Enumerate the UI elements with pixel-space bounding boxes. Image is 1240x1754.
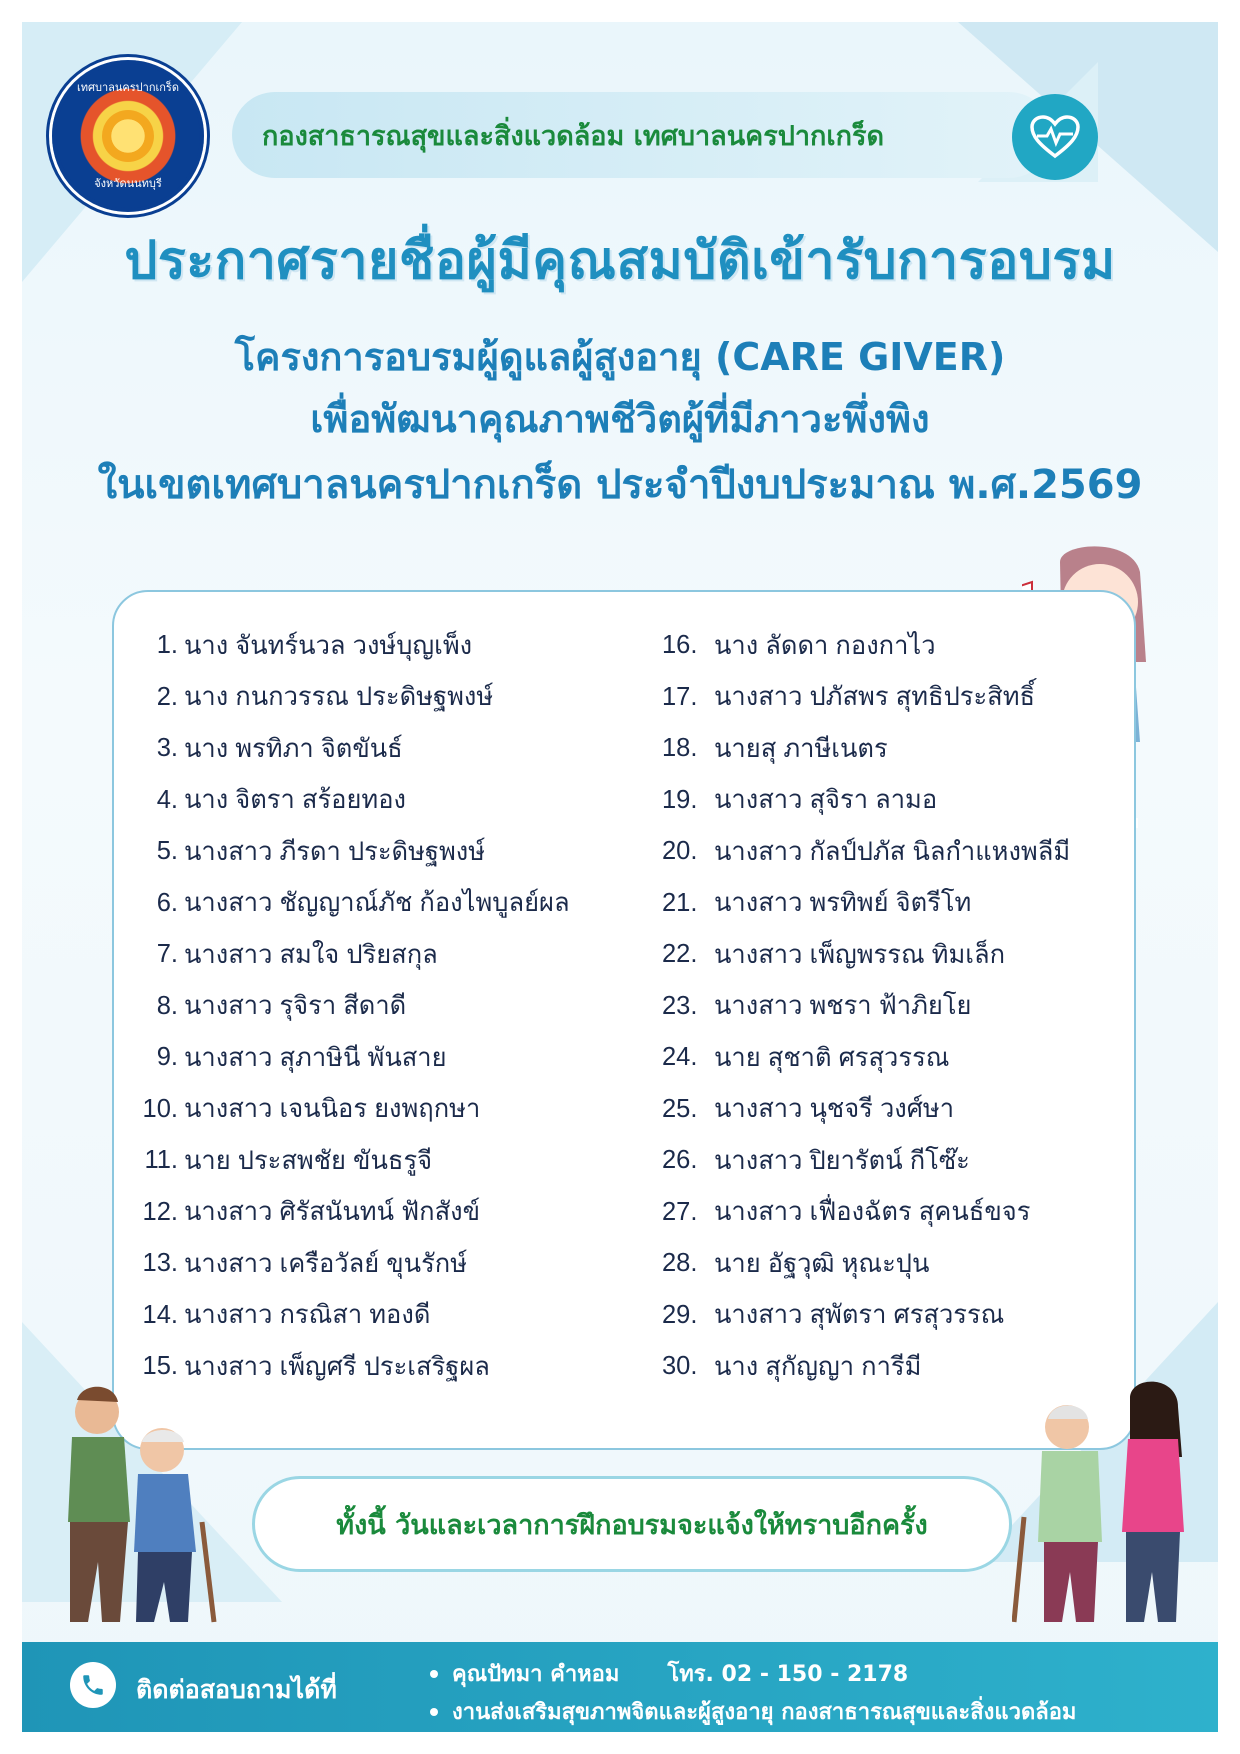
list-item [122, 878, 592, 930]
item-number: 13. [142, 1249, 178, 1278]
item-number: 12. [142, 1197, 178, 1226]
item-name: นาย อัฐวุฒิ หุณะปุน [714, 1249, 930, 1278]
item-number: 25. [662, 1094, 698, 1123]
item-name: นางสาว สมใจ ปริยสกุล [184, 940, 438, 969]
bullet [430, 1670, 438, 1678]
item-number: 8. [156, 991, 178, 1020]
contact-unit-line [430, 1694, 1076, 1729]
item-name: นางสาว เพ็ญศรี ประเสริฐผล [184, 1352, 490, 1381]
list-item [122, 775, 592, 827]
item-number: 30. [662, 1352, 698, 1381]
caregiver-elder-illustration-right [1012, 1367, 1212, 1632]
item-number: 11. [144, 1146, 178, 1175]
item-number: 21. [662, 888, 698, 917]
item-name: นางสาว รุจิรา สีดาดี [184, 992, 407, 1021]
contact-unit: งานส่งเสริมสุขภาพจิตและผู้สูงอายุ กองสาธารณสุขและสิ่งแวดล้อม [452, 1700, 1077, 1725]
item-name: นาง ลัดดา กองกาไว [714, 631, 936, 660]
item-name: นาย สุชาติ ศรสุวรรณ [714, 1043, 950, 1072]
item-number: 17. [662, 682, 698, 711]
list-item [122, 1032, 592, 1084]
list-item [662, 1084, 1132, 1136]
subtitle-line-2: เพื่อพัฒนาคุณภาพชีวิตผู้ที่มีภาวะพึ่งพิง [310, 397, 930, 441]
item-name: นางสาว ศิรัสนันทน์ ฟักสังข์ [184, 1198, 481, 1227]
item-number: 4. [156, 785, 178, 814]
names-column-left [122, 620, 592, 1393]
list-item [662, 929, 1132, 981]
heart-pulse-icon [1012, 94, 1098, 180]
item-number: 24. [662, 1043, 698, 1072]
list-item [662, 981, 1132, 1033]
item-number: 23. [662, 991, 698, 1020]
phone-icon [70, 1662, 116, 1708]
item-name: นางสาว สุภาษินี พันสาย [184, 1043, 447, 1072]
list-item [662, 620, 1132, 672]
list-item [122, 981, 592, 1033]
item-name: นาง สุกัญญา การีมี [714, 1352, 922, 1381]
item-number: 27. [662, 1197, 698, 1226]
item-name: นายสุ ภาษีเนตร [714, 734, 888, 763]
list-item [122, 826, 592, 878]
item-number: 16. [662, 631, 698, 660]
list-item [122, 929, 592, 981]
qualified-names-panel [112, 590, 1136, 1450]
municipality-logo [52, 60, 204, 212]
list-item [662, 672, 1132, 724]
caregiver-elder-illustration-left [42, 1382, 242, 1632]
list-item [662, 826, 1132, 878]
item-number: 14. [142, 1300, 178, 1329]
item-number: 5. [156, 837, 178, 866]
department-name: กองสาธารณสุขและสิ่งแวดล้อม เทศบาลนครปากเกร็ด [262, 120, 884, 152]
page-title: ประกาศรายชื่อผู้มีคุณสมบัติเข้ารับการอบรม [124, 231, 1116, 291]
item-number: 6. [156, 888, 178, 917]
list-item [662, 775, 1132, 827]
logo-bottom-text: จังหวัดนนทบุรี [94, 177, 162, 190]
item-number: 29. [662, 1300, 698, 1329]
item-name: นางสาว ปภัสพร สุทธิประสิทธิ์ [714, 683, 1036, 712]
item-name: นางสาว พรทิพย์ จิตรีโท [714, 889, 972, 918]
list-item [122, 1135, 592, 1187]
item-number: 1. [156, 631, 178, 660]
item-name: นางสาว เจนนิอร ยงพฤกษา [184, 1095, 481, 1124]
note-text: ทั้งนี้ วันและเวลาการฝึกอบรมจะแจ้งให้ทราบอีกครั้ง [336, 1509, 928, 1541]
item-number: 26. [662, 1146, 698, 1175]
item-name: นางสาว ชัญญาณ์ภัช ก้องไพบูลย์ผล [184, 889, 570, 918]
logo-top-text: เทศบาลนครปากเกร็ด [77, 81, 179, 94]
item-name: นางสาว เครือวัลย์ ขุนรักษ์ [184, 1249, 468, 1278]
list-item [662, 1135, 1132, 1187]
list-item [662, 878, 1132, 930]
item-number: 18. [662, 734, 698, 763]
list-item [662, 1032, 1132, 1084]
list-item [122, 1290, 592, 1342]
subtitle-line-1: โครงการอบรมผู้ดูแลผู้สูงอายุ (CARE GIVER) [234, 335, 1006, 379]
item-number: 20. [662, 837, 698, 866]
bullet [430, 1708, 438, 1716]
department-banner [232, 92, 1052, 178]
contact-person: คุณปัทมา คำหอม [452, 1662, 620, 1687]
list-item [122, 1084, 592, 1136]
list-item [122, 620, 592, 672]
item-number: 7. [156, 940, 178, 969]
list-item [662, 1238, 1132, 1290]
item-name: นาง จิตรา สร้อยทอง [184, 786, 406, 815]
list-item [122, 1238, 592, 1290]
item-name: นาย ประสพชัย ขันธรูจี [184, 1146, 433, 1175]
names-column-right [662, 620, 1132, 1393]
list-item [662, 1290, 1132, 1342]
item-name: นางสาว ภีรดา ประดิษฐพงษ์ [184, 837, 486, 866]
item-number: 28. [662, 1249, 698, 1278]
contact-label: ติดต่อสอบถามได้ที่ [136, 1675, 337, 1704]
contact-phone[interactable]: โทร. 02 - 150 - 2178 [667, 1662, 909, 1687]
item-number: 15. [142, 1352, 178, 1381]
list-item [122, 1187, 592, 1239]
item-name: นางสาว พชรา ฟ้าภิยโย [714, 992, 972, 1021]
item-number: 22. [662, 940, 698, 969]
item-name: นางสาว ปิยารัตน์ กีโซ๊ะ [714, 1146, 970, 1175]
item-name: นาง กนกวรรณ ประดิษฐพงษ์ [184, 683, 494, 712]
item-number: 19. [662, 785, 698, 814]
item-name: นางสาว กัลป์ปภัส นิลกำแหงพลีมี [714, 837, 1071, 866]
item-name: นางสาว สุพัตรา ศรสุวรรณ [714, 1301, 1005, 1330]
item-name: นางสาว กรณิสา ทองดี [184, 1301, 431, 1330]
training-date-note [252, 1476, 1012, 1572]
poster [22, 22, 1218, 1732]
item-name: นางสาว สุจิรา ลามอ [714, 786, 938, 815]
list-item [662, 1187, 1132, 1239]
item-number: 2. [156, 682, 178, 711]
subtitle-line-3: ในเขตเทศบาลนครปากเกร็ด ประจำปีงบประมาณ พ.ศ.2569 [97, 462, 1143, 508]
list-item [662, 723, 1132, 775]
item-number: 9. [156, 1043, 178, 1072]
item-name: นาง พรทิภา จิตขันธ์ [184, 734, 403, 763]
item-name: นางสาว เฟื่องฉัตร สุคนธ์ขจร [714, 1198, 1031, 1227]
item-name: นางสาว นุชจรี วงศ์ษา [714, 1095, 955, 1124]
list-item [122, 672, 592, 724]
contact-person-line [430, 1656, 908, 1691]
item-number: 10. [142, 1094, 178, 1123]
item-name: นางสาว เพ็ญพรรณ ทิมเล็ก [714, 940, 1006, 969]
item-number: 3. [156, 734, 178, 763]
contact-footer [22, 1642, 1218, 1732]
list-item [122, 723, 592, 775]
item-name: นาง จันทร์นวล วงษ์บุญเพ็ง [184, 631, 473, 660]
